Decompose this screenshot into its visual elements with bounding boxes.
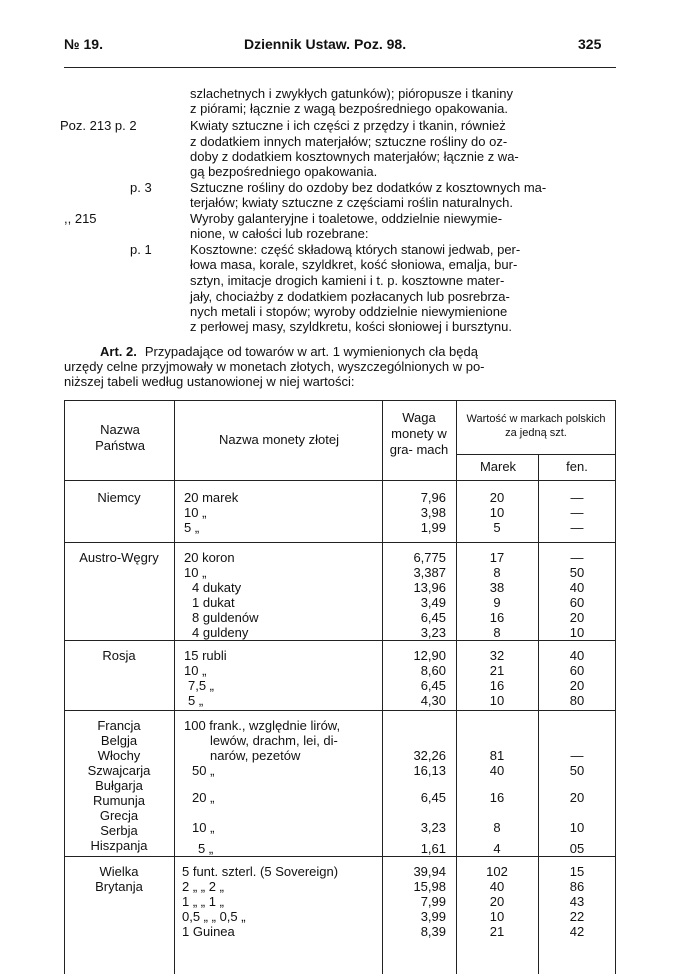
- value-pf: 40: [569, 580, 585, 595]
- header-coin: Nazwa monety złotej: [219, 432, 339, 447]
- table-rule: [382, 400, 383, 974]
- coin-name: 2 „ „ 2 „: [182, 879, 224, 894]
- text-line: Sztuczne rośliny do ozdoby bez dodatków z kosztownych ma-: [190, 180, 547, 195]
- coin-name: 5 „: [184, 520, 200, 535]
- coin-weight: 39,94: [413, 864, 446, 879]
- coin-weight: 3,98: [420, 505, 446, 520]
- value-pf: —: [570, 505, 584, 520]
- coin-name: 1 Guinea: [182, 924, 235, 939]
- value-pf: 20: [569, 610, 585, 625]
- coin-weight: 8,60: [420, 663, 446, 678]
- value-pf: 80: [569, 693, 585, 708]
- coin-weight: 15,98: [413, 879, 446, 894]
- issue-number: № 19.: [64, 36, 103, 52]
- value-marks: 40: [489, 763, 505, 778]
- value-marks: 38: [489, 580, 505, 595]
- value-pf: —: [570, 550, 584, 565]
- table-rule: [456, 400, 457, 974]
- coin-weight: 32,26: [413, 748, 446, 763]
- value-marks: 32: [489, 648, 505, 663]
- value-pf: —: [570, 520, 584, 535]
- table-rule: [456, 454, 616, 455]
- text-line: z dodatkiem innych materjałów; sztuczne rośliny do oz-: [190, 134, 508, 149]
- value-pf: 60: [569, 663, 585, 678]
- coin-name: 10 „: [192, 820, 215, 835]
- coin-name: 1 dukat: [192, 595, 235, 610]
- value-pf: 60: [569, 595, 585, 610]
- value-pf: 20: [569, 678, 585, 693]
- country-name: Rosja: [102, 648, 136, 663]
- value-pf: 22: [569, 909, 585, 924]
- coin-name: lewów, drachm, lei, di-: [210, 733, 338, 748]
- text-line: doby z dodatkiem kosztownych materjałów; łącznie z wa-: [190, 149, 519, 164]
- coin-weight: 16,13: [413, 763, 446, 778]
- coin-weight: 3,23: [420, 820, 446, 835]
- value-marks: 16: [489, 790, 505, 805]
- text-line: z perłowej masy, szyldkretu, kości słoniowej i bursztynu.: [190, 319, 512, 334]
- coin-weight: 7,99: [420, 894, 446, 909]
- text-line: z piórami; łącznie z wagą bezpośredniego opakowania.: [190, 101, 508, 116]
- text-line: nione, w całości lub rozebrane:: [190, 226, 369, 241]
- coin-name: 7,5 „: [188, 678, 215, 693]
- coin-weight: 6,45: [420, 610, 446, 625]
- value-pf: 50: [569, 565, 585, 580]
- running-title: Dziennik Ustaw. Poz. 98.: [244, 36, 407, 52]
- value-pf: 10: [569, 820, 585, 835]
- text-line: sztyn, imitacje drogich kamieni i t. p. kosztowne mater-: [190, 273, 505, 288]
- position-label: p. 1: [130, 242, 152, 257]
- value-marks: 102: [486, 864, 508, 879]
- coin-name: 5 „: [188, 693, 204, 708]
- coin-name: 4 guldeny: [192, 625, 249, 640]
- header-rule: [64, 67, 616, 68]
- coin-name: 10 „: [184, 663, 207, 678]
- text-line: szlachetnych i zwykłych gatunków); pióropusze i tkaniny: [190, 86, 513, 101]
- coin-weight: 1,99: [420, 520, 446, 535]
- value-marks: 21: [489, 663, 505, 678]
- coin-name: 50 „: [192, 763, 215, 778]
- country-name: Hiszpanja: [90, 838, 148, 853]
- article-line: [64, 344, 616, 359]
- page-number: 325: [578, 36, 602, 52]
- coin-weight: 6,45: [420, 790, 446, 805]
- coin-name: 8 guldenów: [192, 610, 259, 625]
- value-marks: 8: [493, 625, 501, 640]
- table-rule: [64, 542, 616, 543]
- country-name: Francja: [97, 718, 141, 733]
- header-marks: Marek: [479, 459, 517, 474]
- value-pf: 15: [569, 864, 585, 879]
- position-label: Poz. 213 p. 2: [60, 118, 137, 133]
- value-marks: 9: [493, 595, 501, 610]
- coin-weight: 4,30: [420, 693, 446, 708]
- country-name: Austro-Węgry: [79, 550, 159, 565]
- value-pf: —: [570, 490, 584, 505]
- position-label: ,, 215: [64, 211, 97, 226]
- value-marks: 5: [493, 520, 501, 535]
- value-pf: 20: [569, 790, 585, 805]
- value-pf: —: [570, 748, 584, 763]
- table-rule: [174, 400, 175, 974]
- value-marks: 81: [489, 748, 505, 763]
- value-pf: 43: [569, 894, 585, 909]
- table-rule: [64, 710, 616, 711]
- value-marks: 16: [489, 610, 505, 625]
- coin-weight: 6,775: [413, 550, 446, 565]
- article-line: niższej tabeli według ustanowionej w niej wartości:: [64, 374, 355, 389]
- value-pf: 10: [569, 625, 585, 640]
- value-marks: 10: [489, 909, 505, 924]
- header-pf: fen.: [566, 459, 588, 474]
- coin-table: [64, 400, 616, 974]
- country-name: Szwajcarja: [87, 763, 151, 778]
- text-line: terjałów; kwiaty sztuczne z częściami roślin naturalnych.: [190, 195, 513, 210]
- article-label: Art. 2.: [100, 344, 137, 359]
- coin-weight: 7,96: [420, 490, 446, 505]
- table-rule: [538, 454, 539, 974]
- text-line: Wyroby galanteryjne i toaletowe, oddzielnie niewymie-: [190, 211, 503, 226]
- coin-name: 20 marek: [184, 490, 239, 505]
- text-line: łowa masa, korale, szyldkret, kość słoniowa, emalja, bur-: [190, 257, 518, 272]
- article-line: urzędy celne przyjmowały w monetach złotych, wyszczególnionych w po-: [64, 359, 485, 374]
- coin-name: 10 „: [184, 565, 207, 580]
- coin-name: 4 dukaty: [192, 580, 242, 595]
- coin-name: 20 koron: [184, 550, 235, 565]
- text-line: gą bezpośredniego opakowania.: [190, 164, 378, 179]
- coin-name: 5 funt. szterl. (5 Sovereign): [182, 864, 339, 879]
- text-line: Kosztowne: część składową których stanowi jedwab, per-: [190, 242, 521, 257]
- coin-weight: 8,39: [420, 924, 446, 939]
- value-marks: 8: [493, 565, 501, 580]
- country-name: Belgja: [100, 733, 138, 748]
- header-country: Nazwa Państwa: [95, 422, 145, 453]
- coin-weight: 3,23: [420, 625, 446, 640]
- coin-weight: 3,99: [420, 909, 446, 924]
- value-marks: 16: [489, 678, 505, 693]
- coin-name: 5 „: [198, 841, 214, 856]
- header-value: Wartość w markach polskich za jedną szt.: [466, 413, 606, 439]
- value-pf: 86: [569, 879, 585, 894]
- coin-name: 15 rubli: [184, 648, 227, 663]
- value-pf: 50: [569, 763, 585, 778]
- country-name: Grecja: [99, 808, 139, 823]
- country-name: Serbja: [100, 823, 138, 838]
- text-line: Kwiaty sztuczne i ich części z przędzy i tkanin, również: [190, 118, 506, 133]
- coin-weight: 3,387: [413, 565, 446, 580]
- country-name: Niemcy: [97, 490, 141, 505]
- coin-name: 0,5 „ „ 0,5 „: [182, 909, 246, 924]
- value-marks: 20: [489, 894, 505, 909]
- coin-weight: 6,45: [420, 678, 446, 693]
- table-rule: [615, 400, 616, 974]
- text-line: nych metali i stopów; wyroby oddzielnie niewymienione: [190, 304, 508, 319]
- coin-weight: 3,49: [420, 595, 446, 610]
- coin-weight: 1,61: [420, 841, 446, 856]
- coin-name: 100 frank., względnie lirów,: [184, 718, 341, 733]
- value-marks: 21: [489, 924, 505, 939]
- coin-name: 10 „: [184, 505, 207, 520]
- value-marks: 10: [489, 693, 505, 708]
- table-rule: [64, 640, 616, 641]
- header-weight: Waga monety w gra- mach: [389, 410, 449, 457]
- country-name: Włochy: [97, 748, 141, 763]
- position-label: p. 3: [130, 180, 152, 195]
- coin-weight: 13,96: [413, 580, 446, 595]
- article-text: Przypadające od towarów w art. 1 wymienionych cła będą: [144, 344, 478, 359]
- value-marks: 10: [489, 505, 505, 520]
- value-pf: 05: [569, 841, 585, 856]
- country-name: Brytanja: [95, 879, 143, 894]
- table-rule: [64, 480, 616, 481]
- coin-name: narów, pezetów: [210, 748, 301, 763]
- value-pf: 40: [569, 648, 585, 663]
- coin-name: 1 „ „ 1 „: [182, 894, 224, 909]
- value-marks: 17: [489, 550, 505, 565]
- value-pf: 42: [569, 924, 585, 939]
- table-rule: [64, 400, 65, 974]
- value-marks: 20: [489, 490, 505, 505]
- country-name: Wielka: [99, 864, 139, 879]
- table-rule: [64, 400, 616, 401]
- coin-name: 20 „: [192, 790, 215, 805]
- country-name: Bułgarja: [95, 778, 143, 793]
- value-marks: 40: [489, 879, 505, 894]
- text-line: jały, chociażby z dodatkiem pozłacanych lub posrebrza-: [190, 289, 510, 304]
- country-name: Rumunja: [92, 793, 146, 808]
- value-marks: 8: [493, 820, 501, 835]
- value-marks: 4: [493, 841, 501, 856]
- table-rule: [64, 856, 616, 857]
- coin-weight: 12,90: [413, 648, 446, 663]
